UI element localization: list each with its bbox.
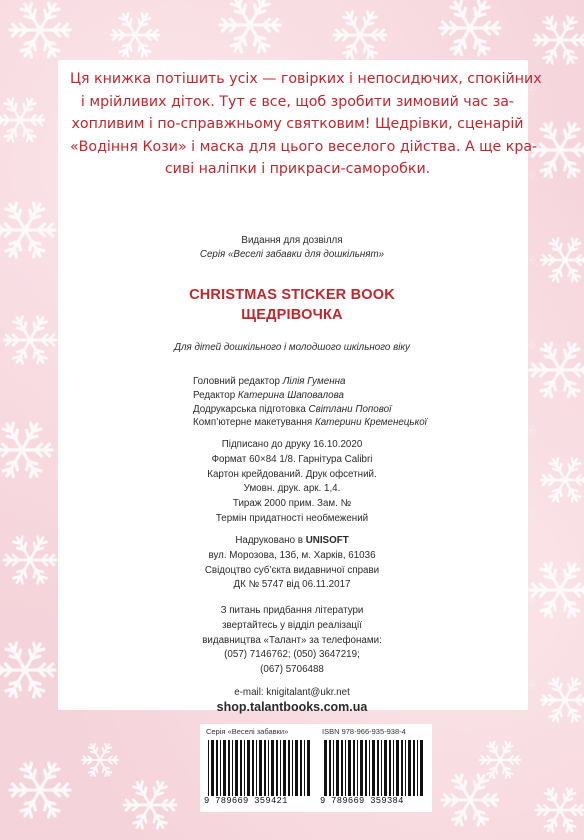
credit-role: Головний редактор: [193, 376, 283, 387]
web-info: [0, 686, 584, 716]
barcode-right-number: 9 789669 359384: [320, 796, 404, 806]
series-name: Серія «Веселі забавки для дошкільнят»: [199, 248, 385, 260]
barcode-bar: [336, 740, 339, 796]
barcode-bar: [211, 740, 214, 796]
barcode-bar: [413, 740, 415, 796]
contact-line: (057) 7146762; (050) 3647219;: [224, 649, 360, 661]
barcode-bar: [365, 740, 367, 796]
barcode-bar: [280, 740, 281, 796]
barcode-bar: [396, 740, 399, 796]
credit-name: Катерина Шаповалова: [237, 389, 344, 401]
series-label: Серія «Веселі забавки»: [206, 727, 289, 736]
print-line: Термін придатності необмежений: [215, 512, 369, 524]
printer-line: Свідоцтво суб’єкта видавничої справи: [204, 564, 380, 576]
audience: Для дітей дошкільного і молодшого шкільного віку: [174, 342, 410, 353]
intro-line: «Водіння Кози» і маска для цього веселого дійства. А ще кра-: [70, 138, 538, 155]
printer-line: ДК № 5747 від 06.11.2017: [233, 579, 351, 591]
printer-prefix: Надруковано в: [235, 535, 306, 546]
credit-name: Світлани Попової: [308, 403, 392, 415]
credit-line: [193, 389, 433, 403]
barcode-bar: [235, 740, 238, 796]
printer-line: вул. Морозова, 13б, м. Харків, 61036: [208, 549, 376, 561]
barcode-bar: [393, 740, 394, 796]
barcode-bar: [360, 740, 363, 796]
edition-type: Видання для дозвілля: [241, 235, 343, 246]
barcode-bar: [381, 740, 382, 796]
print-line: Формат 60×84 1/8. Гарнітура Calibri: [211, 453, 373, 465]
contact-line: видавництва «Талант» за телефонами:: [202, 634, 382, 646]
barcode-bar: [268, 740, 269, 796]
printer-info: [0, 534, 584, 593]
barcode-bar: [295, 740, 298, 796]
credits: [193, 375, 433, 430]
barcode-bar: [271, 740, 274, 796]
credit-role: Редактор: [193, 389, 238, 401]
print-line: Картон крейдований. Друк офсетний.: [207, 468, 377, 480]
barcode-bar: [252, 740, 254, 796]
barcode-bar: [223, 740, 226, 796]
contact-line: З питань придбання літератури: [220, 605, 364, 616]
credit-role: Комп’ютерне макетування: [193, 417, 315, 429]
print-info: [0, 438, 584, 527]
barcode-bar: [348, 740, 351, 796]
barcode-bar: [300, 740, 302, 796]
barcode-bar: [329, 740, 331, 796]
print-line: Підписано до друку 16.10.2020: [221, 439, 363, 450]
barcode-bar: [283, 740, 286, 796]
barcode-bar: [333, 740, 334, 796]
edition-info: [0, 234, 584, 261]
intro-line: сиві наліпки і прикраси-саморобки.: [164, 161, 431, 177]
book-title: [0, 285, 584, 325]
contact-line: звертайтесь у відділ реалізації: [222, 619, 362, 631]
barcode-right: [322, 740, 426, 796]
contact-line: (067) 5706488: [260, 664, 324, 676]
barcode-bar: [292, 740, 293, 796]
barcode-bar: [408, 740, 411, 796]
barcode-bar: [345, 740, 346, 796]
credit-line: [193, 403, 433, 417]
title-line-1: CHRISTMAS STICKER BOOK: [189, 287, 395, 303]
barcode-bar: [220, 740, 221, 796]
barcode-bar: [389, 740, 391, 796]
barcode-bar: [288, 740, 290, 796]
barcode-bar: [357, 740, 358, 796]
barcode-bar: [216, 740, 218, 796]
barcode-bar: [417, 740, 418, 796]
printer-line: [0, 534, 584, 549]
barcode-left: [206, 740, 310, 796]
credit-line: [193, 375, 433, 389]
barcode-area: [200, 724, 432, 812]
barcode-bar: [240, 740, 242, 796]
barcode-bar: [324, 740, 327, 796]
barcode-bar: [228, 740, 230, 796]
intro-line: Ця книжка потішить усіх — говірких і непосидючих, спокійних: [70, 71, 542, 87]
intro-paragraph: [70, 68, 542, 181]
barcode-bar: [276, 740, 278, 796]
credit-name: Катерини Кременецької: [314, 417, 427, 429]
intro-line: і мрійливих діток. Тут є все, щоб зробити зимовий час за-: [80, 93, 515, 110]
barcode-bar: [420, 740, 423, 796]
barcode-bar: [369, 740, 370, 796]
email-address[interactable]: e-mail: knigitalant@ukr.net: [234, 687, 350, 698]
print-line: Умовн. друк. арк. 1,4.: [243, 483, 341, 495]
barcode-bar: [384, 740, 387, 796]
barcode-bar: [353, 740, 355, 796]
barcode-bar: [264, 740, 266, 796]
barcode-bar: [405, 740, 406, 796]
title-line-2: ЩЕДРІВОЧКА: [241, 307, 343, 323]
barcode-bar: [208, 740, 209, 796]
printer-company: UNISOFT: [305, 535, 349, 546]
barcode-bar: [401, 740, 403, 796]
barcode-bar: [256, 740, 257, 796]
barcode-bar: [341, 740, 343, 796]
barcode-bar: [259, 740, 262, 796]
shop-url[interactable]: shop.talantbooks.com.ua: [216, 700, 368, 714]
barcode-bar: [304, 740, 305, 796]
credit-name: Лілія Гуменна: [282, 376, 346, 387]
intro-line: хопливим і по-справжньому святковим! Щедрівки, сценарій: [71, 116, 524, 132]
barcode-bar: [307, 740, 310, 796]
credit-line: [193, 416, 433, 430]
contact-info: [0, 604, 584, 678]
barcode-bar: [244, 740, 245, 796]
barcode-bar: [372, 740, 375, 796]
barcode-left-number: 9 789669 359421: [204, 796, 288, 806]
credit-role: Додрукарська підготовка: [193, 403, 309, 415]
isbn-label: ISBN 978-966-935-938-4: [322, 727, 406, 736]
print-line: Тираж 2000 прим. Зам. №: [232, 498, 352, 510]
barcode-bar: [377, 740, 379, 796]
barcode-bar: [232, 740, 233, 796]
barcode-bar: [247, 740, 250, 796]
